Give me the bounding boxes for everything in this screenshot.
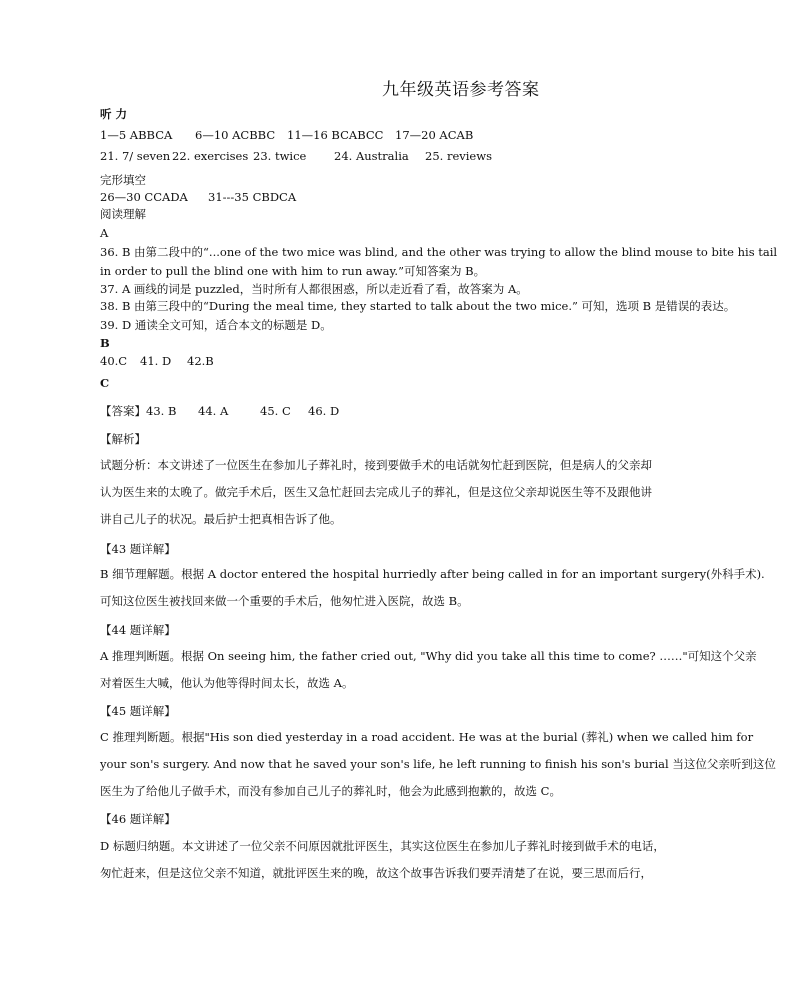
answer-group: 6—10 ACBBC [195, 128, 276, 142]
answer-item: 24. Australia [334, 149, 409, 163]
answer-item: 21. 7/ seven [100, 149, 171, 163]
section-b-answers [100, 353, 214, 369]
q44-heading: 【44 题详解】 [100, 623, 176, 637]
q37-answer: 37. A 画线的词是 puzzled，当时所有人都很困惑，所以走近看了看，故答案为 A。 [100, 282, 528, 296]
reading-heading: 阅读理解 [100, 207, 146, 221]
q38-answer: 38. B 由第三段中的“During the meal time, they started to talk about the two mice.” 可知，选项 B 是错误的表达。 [100, 299, 736, 313]
q46-explanation [100, 833, 696, 887]
q45-heading: 【45 题详解】 [100, 704, 176, 718]
paragraph-line: 试题分析：本文讲述了一位医生在参加儿子葬礼时，接到要做手术的电话就匆忙赶到医院，但是病人的父亲却 [100, 458, 652, 472]
q43-heading: 【43 题详解】 [100, 542, 176, 556]
section-c-answers [100, 403, 339, 419]
answer-item: 23. twice [253, 149, 307, 163]
paragraph-line: 认为医生来的太晚了。做完手术后，医生又急忙赶回去完成儿子的葬礼，但是这位父亲却说医生等不及跟他讲 [100, 485, 652, 499]
paragraph-line: 匆忙赶来，但是这位父亲不知道，就批评医生来的晚，故这个故事告诉我们要弄清楚了在说，要三思而后行， [100, 866, 652, 880]
answer-group: 11—16 BCABCC [287, 128, 384, 142]
analysis-paragraph [100, 452, 696, 533]
paragraph-line: 医生为了给他儿子做手术，而没有参加自己儿子的葬礼时，他会为此感到抱歉的，故选 C。 [100, 784, 561, 798]
answer-item: 45. C [260, 404, 291, 418]
q43-explanation [100, 561, 765, 615]
answer-item: 25. reviews [425, 149, 492, 163]
listening-heading: 听 力 [100, 107, 128, 121]
answer-item: 22. exercises [172, 149, 249, 163]
q36-line-1: 36. B 由第二段中的“...one of the two mice was blind, and the other was trying to allow the blind mouse to bite his tail [100, 245, 778, 259]
answer-item: 41. D [140, 354, 172, 368]
answer-item: 43. B [146, 404, 177, 418]
q39-answer: 39. D 通读全文可知，适合本文的标题是 D。 [100, 318, 332, 332]
q46-heading: 【46 题详解】 [100, 812, 176, 826]
answer-item: 40.C [100, 354, 128, 368]
listening-row-1 [100, 127, 473, 143]
answer-label: 【答案】 [100, 404, 146, 418]
answer-group: 1—5 ABBCA [100, 128, 173, 142]
q44-explanation [100, 643, 757, 697]
q36-line-2: in order to pull the blind one with him to run away.”可知答案为 B。 [100, 264, 486, 278]
paragraph-line: 对着医生大喊，他认为他等得时间太长，故选 A。 [100, 676, 354, 690]
answer-item: 42.B [187, 354, 214, 368]
paragraph-line: 讲自己儿子的状况。最后护士把真相告诉了他。 [100, 512, 342, 526]
analysis-heading: 【解析】 [100, 432, 146, 446]
answer-item: 46. D [308, 404, 340, 418]
page-title: 九年级英语参考答案 [382, 80, 540, 100]
paragraph-line: 可知这位医生被找回来做一个重要的手术后，他匆忙进入医院，故选 B。 [100, 594, 469, 608]
answer-group: 17—20 ACAB [395, 128, 474, 142]
q45-explanation [100, 724, 776, 805]
section-c-label: C [100, 376, 110, 390]
paragraph-line: B 细节理解题。根据 A doctor entered the hospital hurriedly after being called in for an important surgery(外科手术). [100, 567, 765, 581]
answer-group: 26—30 CCADA [100, 190, 188, 204]
paragraph-line: your son's surgery. And now that he saved your son's life, he left running to finish his son's burial 当这位父亲听到这位 [100, 757, 776, 771]
section-a-label: A [100, 226, 109, 240]
cloze-heading: 完形填空 [100, 173, 146, 187]
paragraph-line: C 推理判断题。根据"His son died yesterday in a road accident. He was at the burial (葬礼) when we called him for [100, 730, 754, 744]
paragraph-line: A 推理判断题。根据 On seeing him, the father cried out, "Why did you take all this time to come? ……"可知这个父亲 [100, 649, 757, 663]
listening-row-2 [100, 148, 492, 164]
answer-group: 31---35 CBDCA [208, 190, 297, 204]
cloze-row [100, 189, 296, 205]
answer-item: 44. A [198, 404, 229, 418]
section-b-label: B [100, 336, 110, 350]
paragraph-line: D 标题归纳题。本文讲述了一位父亲不问原因就批评医生，其实这位医生在参加儿子葬礼时接到做手术的电话， [100, 839, 665, 853]
